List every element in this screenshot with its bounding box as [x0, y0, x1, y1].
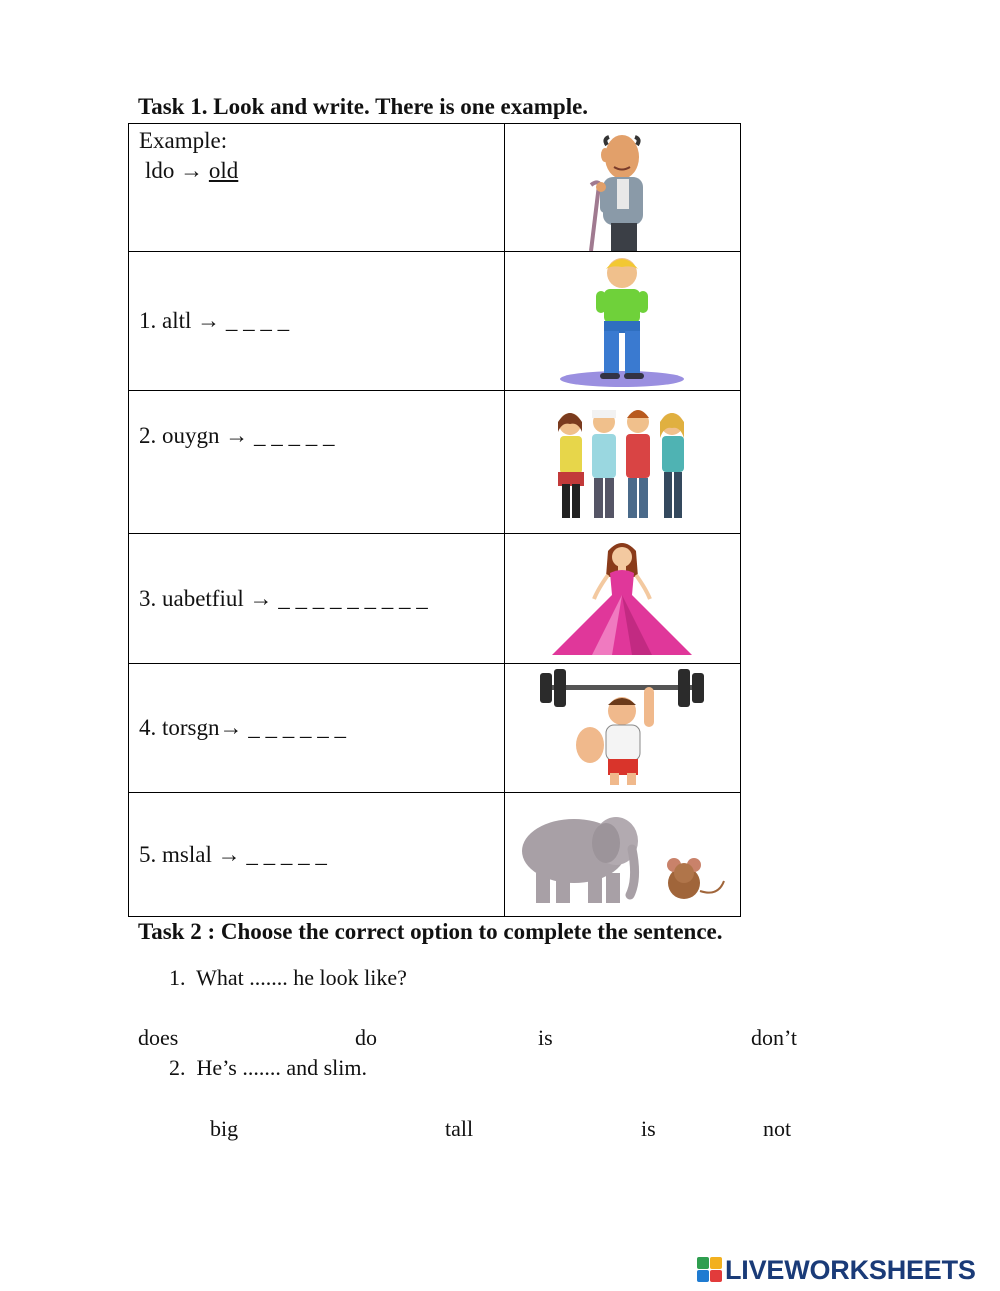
item-1-prompt: 1. altl → _ _ _ _: [129, 252, 505, 391]
q2-option-2[interactable]: tall: [445, 1116, 474, 1141]
q1-option-4[interactable]: don’t: [751, 1025, 798, 1050]
liveworksheets-logo: [697, 1254, 976, 1286]
princess-icon: [542, 537, 702, 661]
tall-boy-picture: [504, 252, 740, 391]
example-label: Example:: [139, 128, 228, 153]
example-row: [129, 124, 741, 252]
question-2: [169, 1055, 367, 1081]
item-2-prompt: 2. ouygn → _ _ _ _ _: [129, 391, 505, 534]
item-4-prompt: 4. torsgn→ _ _ _ _ _ _: [129, 664, 505, 793]
q1-option-3[interactable]: is: [538, 1025, 553, 1050]
young-people-icon: [542, 398, 702, 526]
example-line: [139, 156, 504, 186]
item-row-4: [129, 664, 741, 793]
logo-block-1: [697, 1257, 709, 1269]
example-scrambled: ldo →: [145, 158, 204, 183]
task2-title: Task 2 : Choose the correct option to complete the sentence.: [138, 919, 723, 944]
item-5-prompt: 5. mslal → _ _ _ _ _: [129, 793, 505, 917]
item-row-2: [129, 391, 741, 534]
old-man-icon: [567, 127, 677, 251]
item-row-5: [129, 793, 741, 917]
question-1: [169, 965, 407, 991]
weightlifter-picture: [504, 664, 740, 793]
weightlifter-icon: [532, 665, 712, 791]
logo-block-3: [697, 1270, 709, 1282]
vocabulary-table: [128, 123, 741, 917]
logo-block-4: [710, 1270, 722, 1282]
question-1-number: 1.: [169, 965, 186, 990]
example-answer: old: [208, 158, 239, 183]
liveworksheets-brand-text: LIVEWORKSHEETS: [725, 1254, 976, 1285]
example-word-cell: [129, 124, 505, 252]
tall-boy-icon: [552, 253, 692, 389]
question-2-text: He’s ....... and slim.: [196, 1055, 367, 1080]
item-row-3: [129, 534, 741, 664]
young-people-picture: [504, 391, 740, 534]
q2-option-1[interactable]: big: [210, 1116, 239, 1141]
logo-block-2: [710, 1257, 722, 1269]
task1-title: Task 1. Look and write. There is one example.: [138, 94, 589, 119]
princess-picture: [504, 534, 740, 664]
old-man-picture: [504, 124, 740, 252]
liveworksheets-blocks-icon: [697, 1257, 723, 1283]
question-1-text: What ....... he look like?: [196, 965, 407, 990]
question-2-number: 2.: [169, 1055, 186, 1080]
elephant-mouse-icon: [512, 803, 732, 907]
q1-option-2[interactable]: do: [355, 1025, 377, 1050]
q2-option-4[interactable]: not: [763, 1116, 792, 1141]
elephant-mouse-picture: [504, 793, 740, 917]
q2-option-3[interactable]: is: [641, 1116, 656, 1141]
item-row-1: [129, 252, 741, 391]
item-3-prompt: 3. uabetfiul → _ _ _ _ _ _ _ _ _: [129, 534, 505, 664]
q1-option-1[interactable]: does: [138, 1025, 179, 1050]
